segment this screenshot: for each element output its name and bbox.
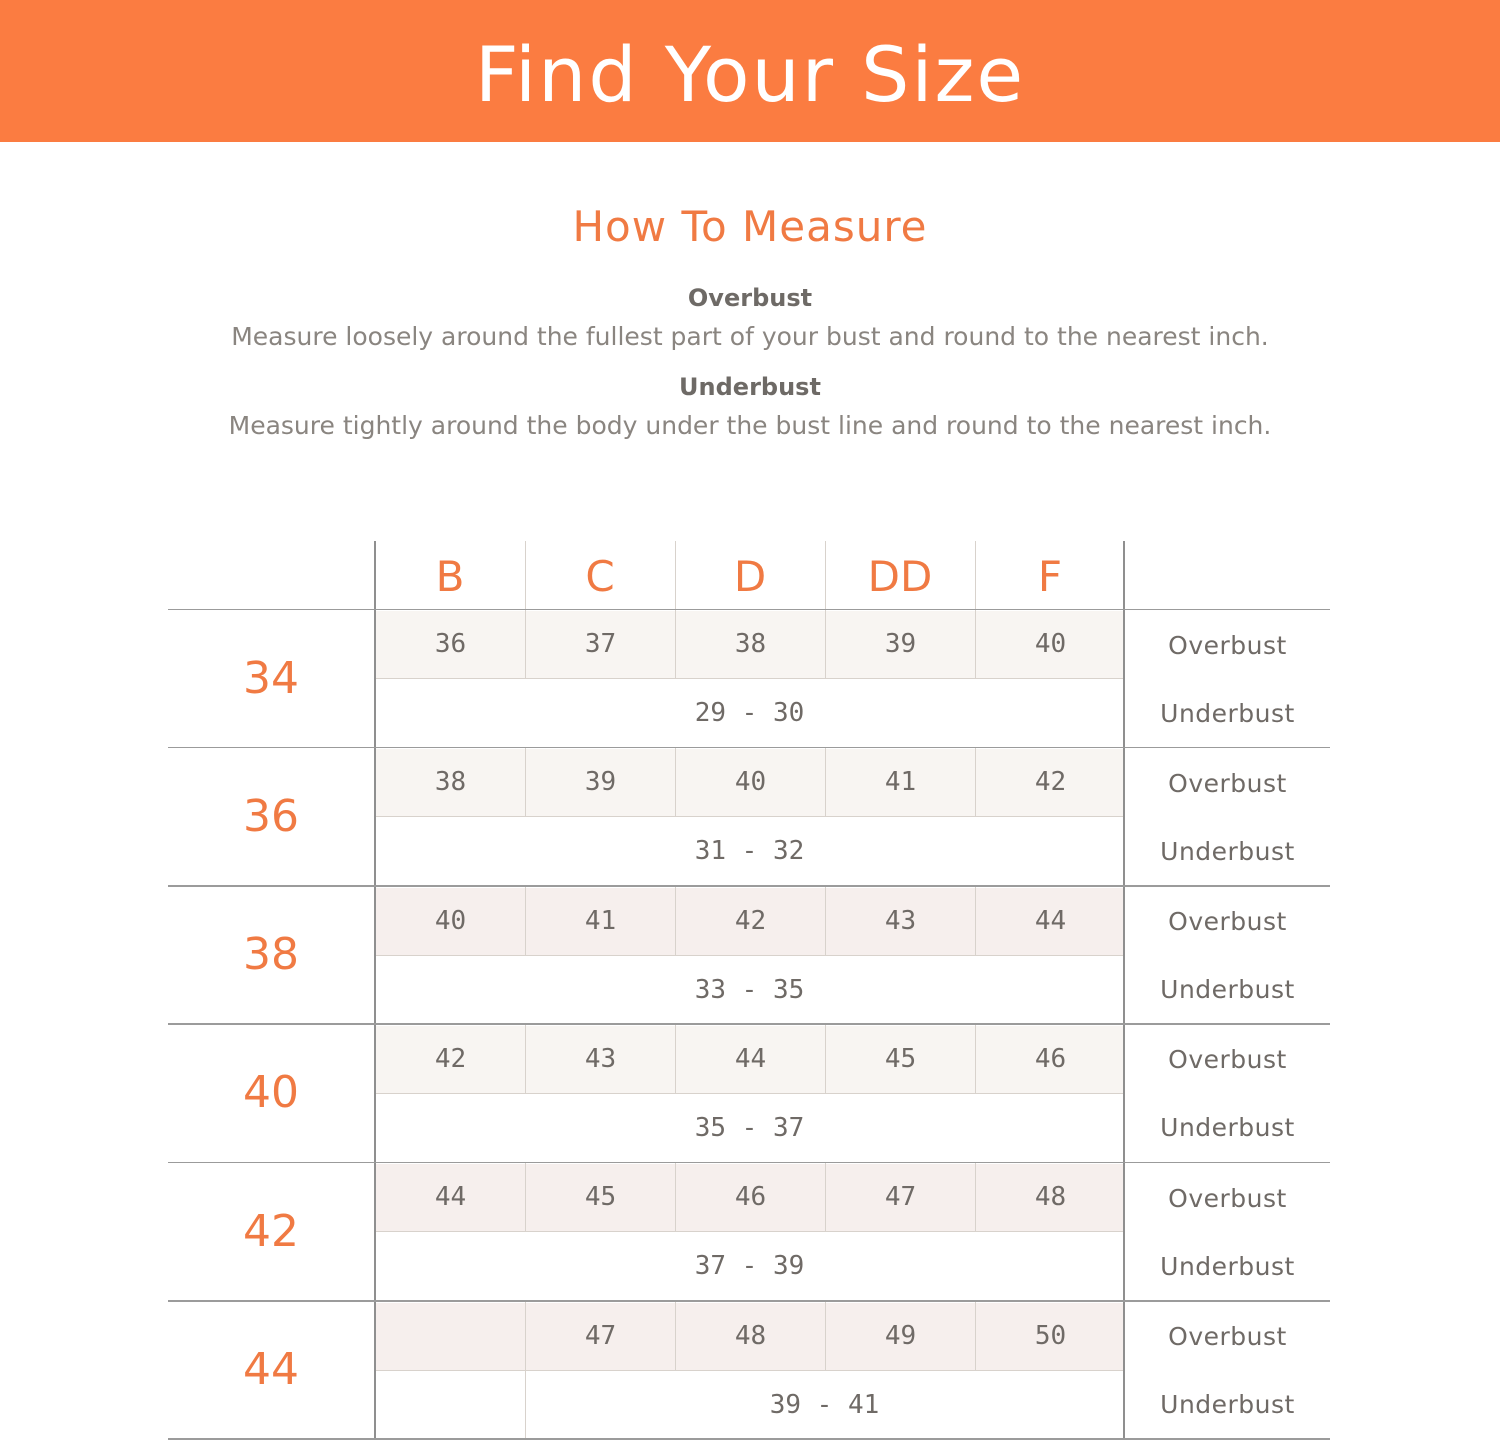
underbust-row-label: Underbust — [1160, 1251, 1295, 1281]
overbust-cell: 49 — [826, 1303, 975, 1371]
overbust-cell: 48 — [676, 1303, 825, 1371]
band-size: 34 — [243, 652, 299, 704]
column-divider — [975, 1301, 976, 1370]
overbust-cell: 40 — [376, 888, 525, 956]
cup-header: DD — [867, 551, 933, 601]
cup-header: C — [585, 551, 615, 601]
column-divider — [975, 1162, 976, 1231]
overbust-cell: 44 — [976, 888, 1125, 956]
column-divider — [525, 747, 526, 816]
overbust-cell: 44 — [676, 1026, 825, 1094]
underbust-range: 39 - 41 — [769, 1389, 880, 1420]
overbust-cell: 44 — [376, 1164, 525, 1232]
underbust-row-label: Underbust — [1160, 975, 1295, 1005]
overbust-cell: 45 — [526, 1164, 675, 1232]
row-divider — [168, 1300, 1330, 1302]
half-row-divider — [375, 816, 1124, 817]
band-size: 36 — [243, 790, 299, 842]
column-divider — [525, 1024, 526, 1093]
column-divider — [525, 1162, 526, 1231]
overbust-cell: 48 — [976, 1164, 1125, 1232]
column-divider — [975, 609, 976, 678]
column-divider — [675, 541, 676, 609]
overbust-cell: 37 — [526, 611, 675, 679]
column-divider — [675, 1301, 676, 1370]
band-size: 38 — [243, 929, 299, 981]
overbust-cell: 39 — [526, 749, 675, 817]
overbust-cell — [376, 1303, 525, 1371]
row-divider — [168, 885, 1330, 887]
underbust-row-label: Underbust — [1160, 1390, 1295, 1419]
column-divider — [825, 1162, 826, 1231]
overbust-cell: 41 — [826, 749, 975, 817]
column-divider — [825, 1301, 826, 1370]
page-title: Find Your Size — [474, 29, 1026, 119]
underbust-range: 37 - 39 — [694, 1251, 805, 1282]
table-border-left — [374, 541, 376, 1439]
half-row-divider — [375, 1231, 1124, 1232]
band-size: 40 — [243, 1067, 299, 1119]
underbust-range: 31 - 32 — [694, 836, 805, 867]
column-divider — [675, 609, 676, 678]
cup-header: F — [1037, 551, 1063, 601]
overbust-cell: 42 — [976, 749, 1125, 817]
column-divider — [525, 541, 526, 609]
overbust-cell: 45 — [826, 1026, 975, 1094]
overbust-cell: 50 — [976, 1303, 1125, 1371]
half-row-divider — [375, 955, 1124, 956]
overbust-cell: 36 — [376, 611, 525, 679]
overbust-cell: 47 — [826, 1164, 975, 1232]
underbust-range: 29 - 30 — [694, 698, 805, 728]
underbust-heading: Underbust — [679, 373, 821, 401]
overbust-row-label: Overbust — [1168, 1045, 1287, 1075]
underbust-row-label: Underbust — [1160, 836, 1295, 866]
underbust-row-label: Underbust — [1160, 698, 1295, 728]
row-divider — [168, 747, 1330, 749]
overbust-heading: Overbust — [687, 284, 813, 312]
overbust-row-label: Overbust — [1168, 1322, 1287, 1351]
column-divider — [975, 886, 976, 955]
column-divider — [975, 541, 976, 609]
column-divider — [675, 1024, 676, 1093]
overbust-cell: 43 — [826, 888, 975, 956]
row-divider — [168, 1023, 1330, 1025]
table-border-right — [1123, 541, 1125, 1439]
overbust-row-label: Overbust — [1168, 768, 1287, 798]
overbust-cell: 41 — [526, 888, 675, 956]
column-divider — [825, 541, 826, 609]
overbust-cell: 40 — [976, 611, 1125, 679]
row-divider — [168, 1438, 1330, 1440]
overbust-cell: 46 — [976, 1026, 1125, 1094]
overbust-cell: 42 — [676, 888, 825, 956]
column-divider — [675, 747, 676, 816]
overbust-cell: 46 — [676, 1164, 825, 1232]
underbust-instructions: Measure tightly around the body under the bust line and round to the nearest inch. — [228, 411, 1272, 440]
column-divider — [525, 609, 526, 678]
column-divider — [675, 1162, 676, 1231]
column-divider — [825, 747, 826, 816]
overbust-cell: 38 — [376, 749, 525, 817]
underbust-range: 35 - 37 — [694, 1112, 805, 1143]
overbust-cell: 42 — [376, 1026, 525, 1094]
overbust-row-label: Overbust — [1168, 907, 1287, 937]
column-divider — [975, 747, 976, 816]
column-divider — [825, 1024, 826, 1093]
underbust-row-label: Underbust — [1160, 1113, 1295, 1143]
row-divider — [168, 609, 1330, 611]
half-row-divider — [375, 1370, 1124, 1371]
half-row-divider — [375, 1093, 1124, 1094]
column-divider — [525, 886, 526, 955]
overbust-instructions: Measure loosely around the fullest part of your bust and round to the nearest inch. — [231, 322, 1269, 351]
header-banner — [0, 0, 1500, 142]
overbust-cell: 43 — [526, 1026, 675, 1094]
underbust-range: 33 - 35 — [694, 974, 805, 1005]
overbust-row-label: Overbust — [1168, 630, 1287, 660]
overbust-row-label: Overbust — [1168, 1183, 1287, 1213]
column-divider — [825, 886, 826, 955]
overbust-cell: 40 — [676, 749, 825, 817]
half-row-divider — [375, 678, 1124, 679]
row-divider — [168, 1162, 1330, 1164]
column-divider — [825, 609, 826, 678]
band-size: 42 — [243, 1205, 299, 1257]
column-divider — [525, 1370, 526, 1439]
overbust-cell: 47 — [526, 1303, 675, 1371]
column-divider — [675, 886, 676, 955]
overbust-cell: 38 — [676, 611, 825, 679]
cup-header: D — [733, 551, 767, 601]
band-size: 44 — [243, 1344, 299, 1395]
column-divider — [525, 1301, 526, 1370]
column-divider — [975, 1024, 976, 1093]
cup-header: B — [435, 551, 465, 601]
how-to-measure-heading: How To Measure — [572, 202, 928, 251]
overbust-cell: 39 — [826, 611, 975, 679]
